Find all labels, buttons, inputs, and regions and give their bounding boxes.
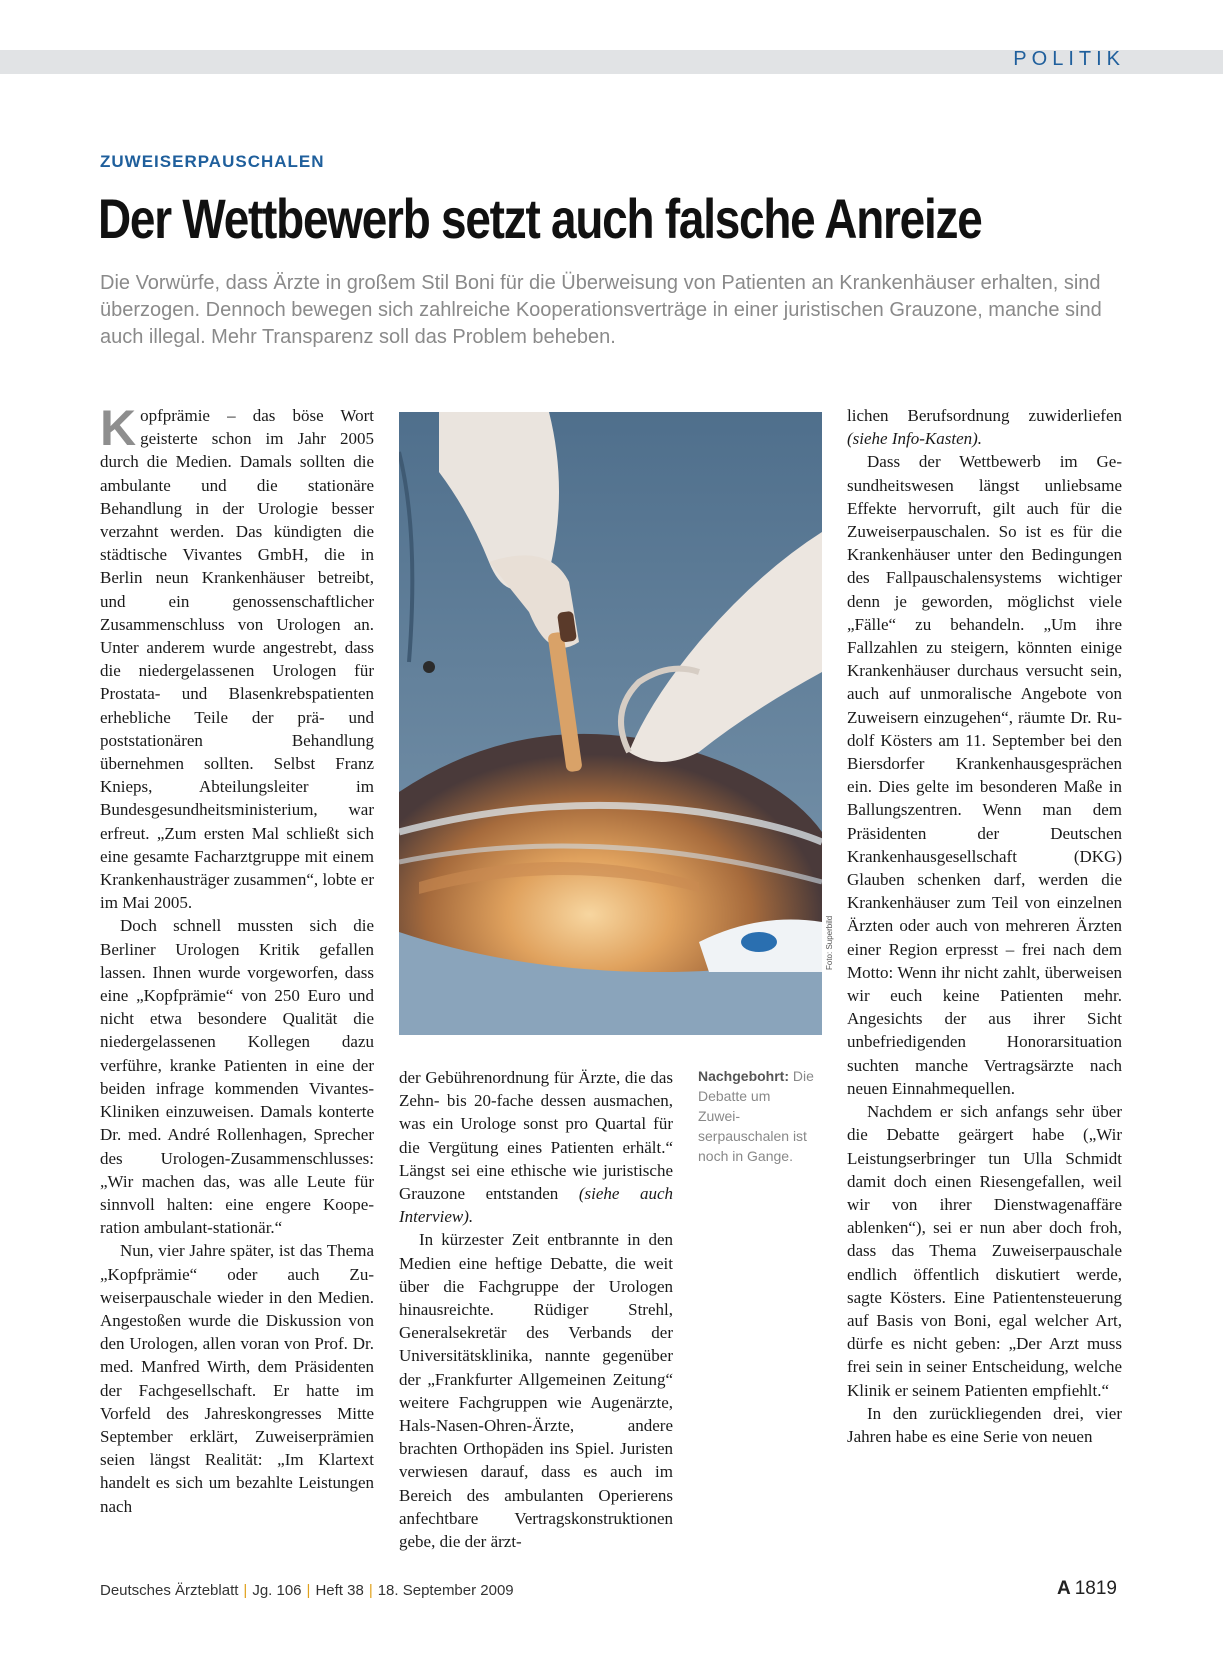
page-prefix: A bbox=[1056, 1578, 1071, 1599]
surgery-illustration bbox=[399, 412, 822, 1035]
journal-name: Deutsches Ärzteblatt bbox=[100, 1582, 239, 1599]
caption-label: Nachgebohrt: bbox=[698, 1068, 789, 1084]
paragraph: In den zurückliegenden drei, vier Jahren habe es eine Serie von neuen bbox=[847, 1403, 1122, 1446]
article-column-3 bbox=[847, 404, 1122, 1448]
article-column-2 bbox=[399, 1066, 673, 1553]
article-column-1 bbox=[100, 400, 374, 1518]
volume: Jg. 106 bbox=[252, 1582, 302, 1599]
paragraph: In kürzester Zeit entbrannte in den Medien eine heftige Debatte, die weit über die Fachgruppe der Urologen hinausreichte. Rüdiger Strehl, Generalsekretär des Verbands der Universitätsklinika, nannte gegenüber der „Frankfurter Allgemeinen Zeitung“ weitere Fachgruppen wie Augenärzte, Hals-Nasen-Ohren-Ärzte, andere brachten Orthopäden ins Spiel. Juristen verwiesen darauf, dass es auch im Bereich des ambulanten Operierens anfechtbare Vertragskonstruktionen gebe, die der ärzt- bbox=[399, 1230, 673, 1552]
photo-caption bbox=[698, 1066, 816, 1166]
paragraph: Nachdem er sich anfangs sehr über die Debatte geärgert habe („Wir Leistungserbringer tun Ulla Schmidt damit doch einen Riesengefallen, weil wir von ihrer Dienstwagenaffäre ablenken“), sei er nun aber doch froh, dass das Thema Zuweiserpauschale endlich öffentlich diskutiert werde, sagte Kösters. Eine Patientensteuerung auf Basis von Boni, egal welcher Art, dürfe es nicht geben: „Der Arzt muss frei sein in seiner Entscheidung, welche Klinik er seinem Patienten empfiehlt.“ bbox=[847, 1102, 1122, 1400]
cross-reference: (siehe auch Interview). bbox=[399, 1184, 673, 1227]
headline: Der Wettbewerb setzt auch falsche Anreize bbox=[98, 187, 982, 250]
kicker: ZUWEISERPAUSCHALEN bbox=[100, 152, 325, 171]
cross-reference: (siehe Info-Kasten). bbox=[847, 429, 983, 449]
paragraph-text: opfprämie – das böse Wort geisterte schon im Jahr 2005 durch die Medien. Damals sollten die ambulante und die stationäre Behandlung in der Urologie besser verzahnt werden. Das kündigten die städtische Vivantes GmbH, die in Berlin neun Krankenhäuser betreibt, und ein genossenschaftlicher Zusammenschluss von Urologen an. Unter anderem wurde angestrebt, dass die niedergelassenen Urologen für Prostata- und Blasenkrebspatienten erhebliche Teile der prä- und poststationären Behandlung übernehmen sollten. Selbst Franz Knieps, Abteilungsleiter im Bundesgesundheitsministerium, war erfreut. „Zum ersten Mal schließt sich eine gesamte Facharztgruppe mit einem Krankenhausträger zusammen“, lobte er im Mai 2005. bbox=[100, 406, 374, 913]
paragraph bbox=[100, 400, 374, 914]
footer-separator: | bbox=[243, 1582, 248, 1599]
surgery-photo bbox=[399, 412, 822, 1035]
page-number bbox=[1057, 1578, 1117, 1600]
paragraph: Nun, vier Jahre später, ist das Thema „Kopfprämie“ oder auch Zuweiserpauschale wieder in den Medien. Angestoßen wurde die Diskussion von den Urologen, allen voran von Prof. Dr. med. Manfred Wirth, dem Präsidenten der Fachgesellschaft. Er hatte im Vorfeld des Jahreskongresses Mitte September erklärt, Zuweiserprämien seien längst Realität: „Im Klartext handelt es sich um bezahlte Leistungen nach bbox=[100, 1241, 374, 1516]
paragraph-text: der Gebührenordnung für Ärzte, die das Zehn- bis 20-fache dessen ausmachen, was ein Urologe sonst pro Quartal für die Vergütung eines Patienten erhält.“ Längst sei eine ethische wie juristische Grauzone entstanden bbox=[399, 1068, 673, 1204]
paragraph: Dass der Wettbewerb im Gesundheitswesen längst unliebsame Effekte hervorruft, gilt auch für die Zuweiserpauschalen. So ist es für die Krankenhäuser unter den Bedingungen des Fallpauschalensystems wichtiger denn je geworden, möglichst viele „Fälle“ zu behandeln. „Um ihre Fallzahlen zu steigern, könnten einige Krankenhäuser durchaus versucht sein, auch auf unmoralische Angebote von Zuweisern einzugehen“, räumte Dr. Rudolf Kösters am 11. September bei den Biersdorfer Krankenhausgesprächen ein. Dies gelte im besonderen Maße in Ballungszentren. Wenn man dem Präsidenten der Deutschen Krankenhausgesellschaft (DKG) Glauben schenken darf, werden die Krankenhäuser zum Teil von einzelnen Ärzten oder auch von mehreren Ärzten einer Region erpresst – frei nach dem Motto: Wenn ihr nicht zahlt, überweisen wir euch keine Patienten mehr. Angesichts der aus ihrer Sicht unbefriedigenden Honorarsituation suchten manche Vertragsärzte nach neuen Einnahmequellen. bbox=[847, 452, 1122, 1098]
caption-text: Die Debatte um Zuweiserpauschalen ist noch in Gange. bbox=[698, 1068, 814, 1164]
paragraph bbox=[399, 1066, 673, 1228]
footer-separator: | bbox=[306, 1582, 311, 1599]
paragraph: Doch schnell mussten sich die Berliner Urologen Kritik gefallen lassen. Ihnen wurde vorgeworfen, dass eine „Kopfprämie“ von 250 Euro und nicht etwa besondere Qualität die niedergelassenen Kollegen dazu verführe, kranke Patienten in eine der beiden infrage kommenden Vivantes-Kliniken einzuweisen. Damals konterte Dr. med. André Rollenhagen, Sprecher des Urologen-Zusammenschlusses: „Wir machen das, was alle Leute für sinnvoll halten: eine engere Kooperation ambulant-stationär.“ bbox=[100, 916, 374, 1238]
drop-cap: K bbox=[100, 400, 137, 456]
issue-date: 18. September 2009 bbox=[377, 1582, 514, 1599]
photo-credit: Foto: Superbild bbox=[825, 915, 834, 970]
lead-paragraph: Die Vorwürfe, dass Ärzte in großem Stil Boni für die Überweisung von Patienten an Krankenhäuser erhalten, sind überzogen. Dennoch bewegen sich zahlreiche Kooperationsverträge in einer juristischen Grauzone, manche sind auch illegal. Mehr Transparenz soll das Problem beheben. bbox=[100, 272, 1102, 348]
section-label: POLITIK bbox=[1013, 48, 1125, 70]
paragraph-text: lichen Berufsordnung zuwiderliefen bbox=[847, 406, 1122, 425]
footer-separator: | bbox=[368, 1582, 373, 1599]
paragraph bbox=[847, 404, 1122, 450]
page-number-value: 1819 bbox=[1074, 1578, 1117, 1599]
footer bbox=[100, 1582, 514, 1599]
issue: Heft 38 bbox=[315, 1582, 364, 1599]
